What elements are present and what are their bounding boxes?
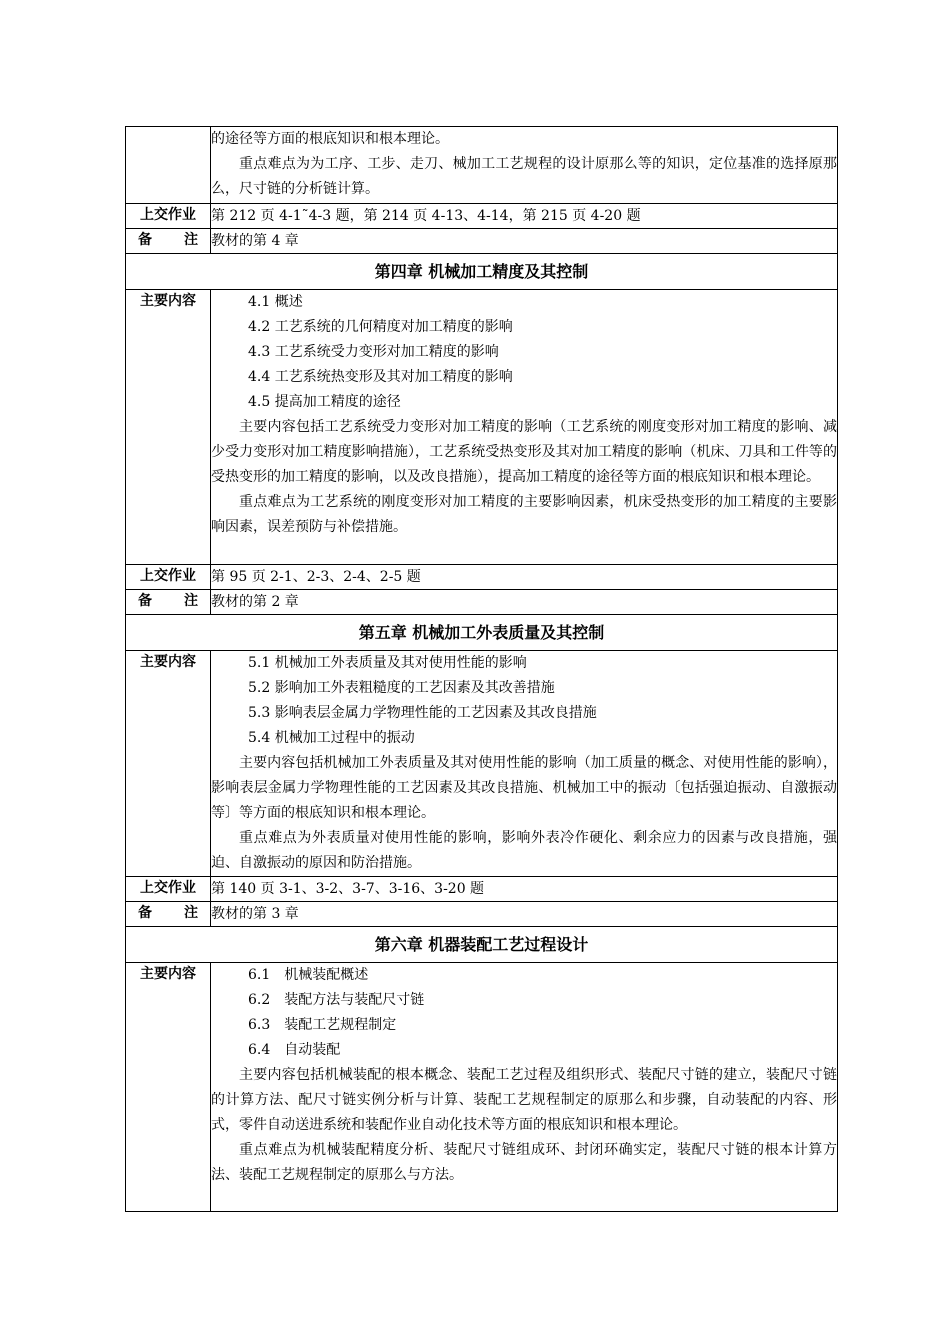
section-item: 6.1 机械装配概述 — [248, 967, 369, 983]
chapter-title: 第四章 机械加工精度及其控制 — [126, 254, 838, 290]
section-item: 4.4 工艺系统热变形及其对加工精度的影响 — [248, 369, 513, 385]
homework-label: 上交作业 — [126, 877, 211, 902]
content-label: 主要内容 — [126, 963, 211, 1212]
homework-label: 上交作业 — [126, 204, 211, 229]
chapter-title: 第五章 机械加工外表质量及其控制 — [126, 615, 838, 651]
chapter-content-row — [126, 963, 838, 1212]
continuation-text: 的途径等方面的根底知识和根本理论。 — [211, 131, 449, 147]
main-content-text: 主要内容包括工艺系统受力变形对加工精度的影响（工艺系统的刚度变形对加工精度的影响、减少受力变形对加工精度影响措施），工艺系统受热变形及其对加工精度的影响（机床、刀具和工件等的受热变形的加工精度的影响，以及改良措施），提高加工精度的途径等方面的根底知识和根本理论。 — [211, 419, 837, 485]
top-content-row — [126, 127, 838, 204]
chapter-title-row — [126, 927, 838, 963]
section-item: 5.3 影响表层金属力学物理性能的工艺因素及其改良措施 — [248, 705, 597, 721]
section-item: 6.2 装配方法与装配尺寸链 — [248, 992, 425, 1008]
note-label: 备 注 — [126, 590, 211, 615]
section-item: 4.3 工艺系统受力变形对加工精度的影响 — [248, 344, 499, 360]
section-item: 6.4 自动装配 — [248, 1042, 341, 1058]
top-content-cell — [211, 127, 838, 204]
note-label: 备 注 — [126, 902, 211, 927]
homework-row — [126, 204, 838, 229]
note-row — [126, 229, 838, 254]
homework-text: 第 95 页 2-1、2-3、2-4、2-5 题 — [211, 565, 838, 590]
note-row — [126, 590, 838, 615]
content-cell — [211, 290, 838, 565]
chapter-content-row — [126, 290, 838, 565]
chapter-content-row — [126, 651, 838, 877]
chapter-title-row — [126, 615, 838, 651]
syllabus-table — [125, 126, 838, 1212]
content-label: 主要内容 — [126, 290, 211, 565]
section-item: 5.1 机械加工外表质量及其对使用性能的影响 — [248, 655, 527, 671]
section-item: 5.4 机械加工过程中的振动 — [248, 730, 415, 746]
section-item: 4.1 概述 — [248, 294, 303, 310]
note-label: 备 注 — [126, 229, 211, 254]
top-label-cell — [126, 127, 211, 204]
key-points-text: 重点难点为为工序、工步、走刀、械加工工艺规程的设计原那么等的知识，定位基准的选择原那么，尺寸链的分析链计算。 — [211, 156, 837, 197]
content-cell — [211, 963, 838, 1212]
content-cell — [211, 651, 838, 877]
note-text: 教材的第 4 章 — [211, 229, 838, 254]
content-label: 主要内容 — [126, 651, 211, 877]
main-content-text: 主要内容包括机械装配的根本概念、装配工艺过程及组织形式、装配尺寸链的建立，装配尺寸链的计算方法、配尺寸链实例分析与计算、装配工艺规程制定的原那么和步骤，自动装配的内容、形式，零件自动送进系统和装配作业自动化技术等方面的根底知识和根本理论。 — [211, 1067, 837, 1133]
section-item: 5.2 影响加工外表粗糙度的工艺因素及其改善措施 — [248, 680, 555, 696]
note-row — [126, 902, 838, 927]
homework-text: 第 140 页 3-1、3-2、3-7、3-16、3-20 题 — [211, 877, 838, 902]
key-points-text: 重点难点为机械装配精度分析、装配尺寸链组成环、封闭环确实定，装配尺寸链的根本计算方法、装配工艺规程制定的原那么与方法。 — [211, 1142, 837, 1183]
section-item: 4.5 提高加工精度的途径 — [248, 394, 401, 410]
chapter-title-row — [126, 254, 838, 290]
homework-row — [126, 565, 838, 590]
note-text: 教材的第 3 章 — [211, 902, 838, 927]
homework-text: 第 212 页 4-1˜4-3 题，第 214 页 4-13、4-14，第 215 页 4-20 题 — [211, 204, 838, 229]
key-points-text: 重点难点为外表质量对使用性能的影响，影响外表冷作硬化、剩余应力的因素与改良措施，强迫、自激振动的原因和防治措施。 — [211, 830, 837, 871]
section-item: 6.3 装配工艺规程制定 — [248, 1017, 397, 1033]
homework-label: 上交作业 — [126, 565, 211, 590]
section-item: 4.2 工艺系统的几何精度对加工精度的影响 — [248, 319, 513, 335]
homework-row — [126, 877, 838, 902]
chapter-title: 第六章 机器装配工艺过程设计 — [126, 927, 838, 963]
note-text: 教材的第 2 章 — [211, 590, 838, 615]
key-points-text: 重点难点为工艺系统的刚度变形对加工精度的主要影响因素，机床受热变形的加工精度的主要影响因素，误差预防与补偿措施。 — [211, 494, 837, 535]
main-content-text: 主要内容包括机械加工外表质量及其对使用性能的影响（加工质量的概念、对使用性能的影响），影响表层金属力学物理性能的工艺因素及其改良措施、机械加工中的振动〔包括强迫振动、自激振动等〕等方面的根底知识和根本理论。 — [211, 755, 837, 821]
